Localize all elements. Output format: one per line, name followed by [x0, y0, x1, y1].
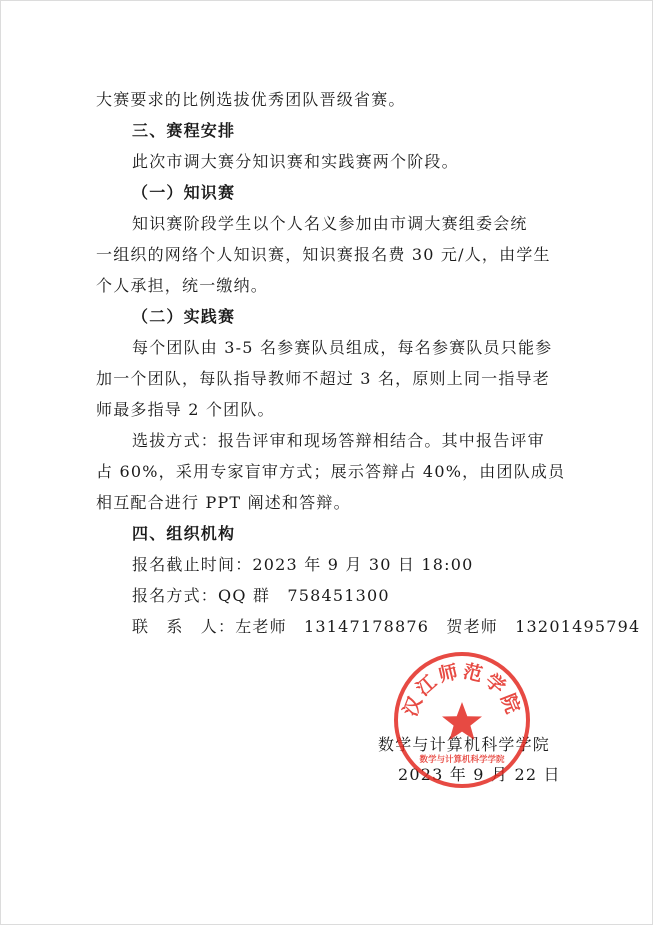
body-line: 知识赛阶段学生以个人名义参加由市调大赛组委会统	[132, 214, 528, 233]
body-line: 此次市调大赛分知识赛和实践赛两个阶段。	[132, 152, 459, 171]
signature-org: 数学与计算机科学学院	[378, 735, 551, 754]
contact-persons: 联 系 人：左老师 13147178876 贺老师 13201495794	[132, 617, 641, 636]
body-line: 一组织的网络个人知识赛，知识赛报名费 30 元/人，由学生	[96, 245, 551, 264]
body-line: 大赛要求的比例选拔优秀团队晋级省赛。	[96, 90, 406, 109]
seal-bottom-text: 数学与计算机科学学院	[419, 755, 505, 765]
subsection-heading-knowledge: （一）知识赛	[132, 183, 236, 202]
body-line: 占 60%，采用专家盲审方式；展示答辩占 40%，由团队成员	[96, 462, 566, 481]
registration-method: 报名方式：QQ 群 758451300	[132, 586, 390, 605]
document-body	[96, 84, 641, 642]
body-line: 相互配合进行 PPT 阐述和答辩。	[96, 493, 351, 512]
section-heading-organization: 四、组织机构	[132, 524, 236, 543]
subsection-heading-practice: （二）实践赛	[132, 307, 236, 326]
body-line: 师最多指导 2 个团队。	[96, 400, 275, 419]
body-line: 加一个团队，每队指导教师不超过 3 名，原则上同一指导老	[96, 369, 550, 388]
section-heading-schedule: 三、赛程安排	[132, 121, 236, 140]
official-seal	[392, 650, 532, 790]
body-line: 个人承担，统一缴纳。	[96, 276, 269, 295]
body-line: 每个团队由 3-5 名参赛队员组成，每名参赛队员只能参	[132, 338, 553, 357]
registration-deadline: 报名截止时间：2023 年 9 月 30 日 18:00	[132, 555, 474, 574]
body-line: 选拔方式：报告评审和现场答辩相结合。其中报告评审	[132, 431, 545, 450]
seal-star-icon	[442, 702, 482, 740]
signature-date: 2023 年 9 月 22 日	[398, 765, 561, 784]
seal-top-text: 汉江师范学院	[399, 660, 525, 720]
